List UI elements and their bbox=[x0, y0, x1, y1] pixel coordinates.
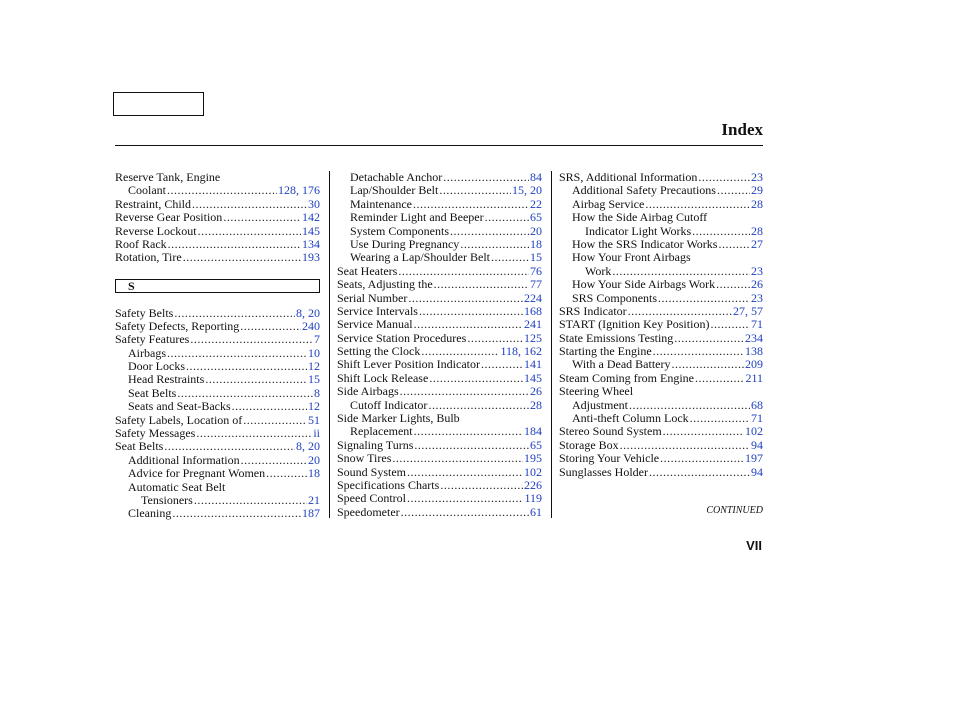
dot-leader bbox=[400, 385, 529, 398]
page-reference-link[interactable]: 145 bbox=[524, 370, 542, 385]
dot-leader bbox=[408, 292, 523, 305]
index-entry bbox=[115, 171, 320, 184]
dot-leader bbox=[192, 198, 307, 211]
index-entry bbox=[559, 439, 763, 452]
index-entry-label: SRS, Additional Information bbox=[559, 170, 698, 184]
dot-leader bbox=[428, 399, 529, 412]
dot-leader bbox=[692, 225, 750, 238]
dot-leader bbox=[481, 358, 523, 371]
index-entry-label: Seats and Seat-Backs bbox=[128, 399, 231, 414]
index-entry-label: Seat Belts bbox=[128, 385, 177, 400]
index-entry bbox=[559, 225, 763, 238]
index-entry-label: Replacement bbox=[350, 424, 413, 439]
page-reference-link[interactable]: 102 bbox=[745, 424, 763, 439]
index-entry bbox=[115, 211, 320, 224]
index-entry-label: Safety Messages bbox=[115, 426, 196, 441]
index-entry bbox=[337, 358, 542, 371]
dot-leader bbox=[190, 333, 313, 346]
page-reference-link[interactable]: 18 bbox=[530, 236, 542, 251]
index-entry bbox=[337, 399, 542, 412]
index-entry bbox=[337, 238, 542, 251]
page-reference-link[interactable]: 15 bbox=[530, 250, 542, 265]
index-entry bbox=[337, 211, 542, 224]
dot-leader bbox=[671, 358, 744, 371]
page-reference-link[interactable]: 119 bbox=[524, 491, 542, 506]
dot-leader bbox=[407, 466, 523, 479]
page-reference-link[interactable]: 23 bbox=[751, 263, 763, 278]
dot-leader bbox=[177, 387, 313, 400]
dot-leader bbox=[649, 466, 750, 479]
page-reference-link[interactable]: 234 bbox=[745, 330, 763, 345]
index-entry-label: Side Airbags bbox=[337, 384, 399, 399]
index-entry bbox=[115, 507, 320, 520]
index-entry bbox=[559, 265, 763, 278]
page-reference-link[interactable]: 168 bbox=[524, 303, 542, 318]
index-entry bbox=[337, 479, 542, 492]
dot-leader bbox=[450, 225, 529, 238]
index-entry-label: How Your Front Airbags bbox=[572, 250, 691, 265]
dot-leader bbox=[716, 278, 750, 291]
index-entry bbox=[337, 184, 542, 197]
page-reference-link[interactable]: 8, 20 bbox=[296, 439, 320, 454]
page-reference-link[interactable]: 145 bbox=[302, 223, 320, 238]
index-entry-label: Storing Your Vehicle bbox=[559, 451, 660, 466]
index-entry bbox=[115, 320, 320, 333]
index-entry-label: Shift Lock Release bbox=[337, 370, 429, 385]
index-entry bbox=[115, 427, 320, 440]
page-reference-link[interactable]: 142 bbox=[302, 210, 320, 225]
index-entry bbox=[337, 439, 542, 452]
dot-leader bbox=[266, 467, 307, 480]
dot-leader bbox=[429, 372, 523, 385]
index-entry-label: Side Marker Lights, Bulb bbox=[337, 411, 460, 426]
index-entry-label: Lap/Shoulder Belt bbox=[350, 183, 439, 198]
index-entry bbox=[337, 345, 542, 358]
index-column-2 bbox=[337, 171, 542, 519]
index-entry bbox=[115, 225, 320, 238]
page-reference-link[interactable]: 26 bbox=[530, 384, 542, 399]
index-entry bbox=[559, 184, 763, 197]
dot-leader bbox=[414, 425, 523, 438]
dot-leader bbox=[243, 414, 307, 427]
index-entry-label: Automatic Seat Belt bbox=[128, 479, 226, 494]
index-entry-label: State Emissions Testing bbox=[559, 330, 674, 345]
page-reference-link[interactable]: 138 bbox=[745, 344, 763, 359]
index-entry-label: Reserve Tank, Engine bbox=[115, 170, 221, 184]
index-entry bbox=[337, 278, 542, 291]
index-entry-label: Steering Wheel bbox=[559, 384, 634, 399]
page-reference-link[interactable]: 187 bbox=[302, 506, 320, 521]
dot-leader bbox=[392, 452, 523, 465]
dot-leader bbox=[183, 251, 301, 264]
index-entry bbox=[559, 318, 763, 331]
index-entry-label: Seat Heaters bbox=[337, 263, 398, 278]
dot-leader bbox=[434, 278, 529, 291]
index-entry bbox=[559, 251, 763, 264]
index-entry bbox=[115, 238, 320, 251]
index-entry bbox=[115, 198, 320, 211]
index-entry bbox=[115, 373, 320, 386]
index-entry-label: Coolant bbox=[128, 183, 166, 198]
page-reference-link[interactable]: 128, 176 bbox=[278, 183, 320, 198]
index-entry-label: Safety Defects, Reporting bbox=[115, 318, 240, 333]
page-reference-link[interactable]: 22 bbox=[530, 196, 542, 211]
index-entry-label: Adjustment bbox=[572, 397, 628, 412]
index-entry bbox=[337, 292, 542, 305]
index-entry-label: Cleaning bbox=[128, 506, 172, 521]
dot-leader bbox=[168, 238, 301, 251]
index-entry-label: Tensioners bbox=[141, 492, 193, 507]
page-reference-link[interactable]: 65 bbox=[530, 210, 542, 225]
dot-leader bbox=[196, 427, 312, 440]
dot-leader bbox=[690, 412, 750, 425]
page-reference-link[interactable]: 15, 20 bbox=[512, 183, 542, 198]
index-entry-label: Use During Pregnancy bbox=[350, 236, 460, 251]
index-entry-label: System Components bbox=[350, 223, 450, 238]
index-entry bbox=[559, 425, 763, 438]
index-entry-label: Specifications Charts bbox=[337, 477, 440, 492]
index-entry bbox=[337, 492, 542, 505]
page-reference-link[interactable]: 15 bbox=[308, 372, 320, 387]
index-entry-label: Additional Information bbox=[128, 452, 240, 467]
page-reference-link[interactable]: 184 bbox=[524, 424, 542, 439]
index-entry bbox=[337, 506, 542, 519]
dot-leader bbox=[645, 198, 750, 211]
dot-leader bbox=[414, 318, 523, 331]
index-entry bbox=[115, 454, 320, 467]
dot-leader bbox=[414, 439, 529, 452]
dot-leader bbox=[663, 425, 744, 438]
page-reference-link[interactable]: 141 bbox=[524, 357, 542, 372]
index-entry bbox=[559, 171, 763, 184]
index-entry-label: Detachable Anchor bbox=[350, 170, 443, 184]
index-entry bbox=[559, 305, 763, 318]
index-entry-label: Serial Number bbox=[337, 290, 408, 305]
index-entry bbox=[337, 425, 542, 438]
page-reference-link[interactable]: 71 bbox=[751, 317, 763, 332]
dot-leader bbox=[167, 184, 277, 197]
dot-leader bbox=[467, 332, 523, 345]
index-entry bbox=[337, 385, 542, 398]
index-entry bbox=[115, 387, 320, 400]
dot-leader bbox=[198, 225, 301, 238]
index-entry-label: How the SRS Indicator Works bbox=[572, 236, 718, 251]
index-entry-label: Work bbox=[585, 263, 612, 278]
index-entry-label: Sound System bbox=[337, 464, 407, 479]
page-reference-link[interactable]: 12 bbox=[308, 399, 320, 414]
index-entry-label: Rotation, Tire bbox=[115, 250, 182, 265]
index-entry-label: How Your Side Airbags Work bbox=[572, 277, 716, 292]
page-reference-link[interactable]: 10 bbox=[308, 345, 320, 360]
dot-leader bbox=[407, 492, 523, 505]
dot-leader bbox=[491, 251, 529, 264]
index-entry bbox=[337, 171, 542, 184]
index-entry bbox=[559, 412, 763, 425]
index-entry-label: Seats, Adjusting the bbox=[337, 277, 433, 292]
page-number: VII bbox=[746, 538, 762, 553]
index-entry-label: Airbag Service bbox=[572, 196, 645, 211]
index-entry-label: Storage Box bbox=[559, 437, 619, 452]
page-reference-link[interactable]: 211 bbox=[745, 370, 763, 385]
index-entry-label: Anti-theft Column Lock bbox=[572, 411, 689, 426]
page-reference-link[interactable]: 209 bbox=[745, 357, 763, 372]
dot-leader bbox=[419, 305, 523, 318]
index-entry bbox=[337, 466, 542, 479]
index-entry bbox=[559, 372, 763, 385]
index-entry-label: Door Locks bbox=[128, 359, 185, 374]
index-entry bbox=[115, 184, 320, 197]
index-entry bbox=[115, 333, 320, 346]
header-rule bbox=[115, 145, 763, 146]
dot-leader bbox=[232, 400, 307, 413]
page-reference-link[interactable]: 27, 57 bbox=[733, 303, 763, 318]
page-reference-link[interactable]: 23 bbox=[751, 290, 763, 305]
spacer bbox=[115, 293, 320, 306]
index-entry bbox=[337, 265, 542, 278]
index-entry bbox=[337, 318, 542, 331]
index-entry-label: Service Manual bbox=[337, 317, 413, 332]
dot-leader bbox=[205, 373, 307, 386]
page-reference-link[interactable]: 197 bbox=[745, 451, 763, 466]
index-entry-label: Additional Safety Precautions bbox=[572, 183, 716, 198]
index-entry-label: Head Restraints bbox=[128, 372, 205, 387]
index-entry-label: With a Dead Battery bbox=[572, 357, 671, 372]
dot-leader bbox=[194, 494, 307, 507]
index-entry-label: Safety Features bbox=[115, 332, 190, 347]
dot-leader bbox=[164, 440, 295, 453]
dot-leader bbox=[398, 265, 529, 278]
index-entry bbox=[559, 332, 763, 345]
index-entry-label: Shift Lever Position Indicator bbox=[337, 357, 480, 372]
index-entry-label: Snow Tires bbox=[337, 451, 392, 466]
page-reference-link[interactable]: 28 bbox=[751, 223, 763, 238]
page-reference-link[interactable]: 7 bbox=[314, 332, 320, 347]
dot-leader bbox=[658, 292, 750, 305]
index-entry-label: Signaling Turns bbox=[337, 437, 414, 452]
page-reference-link[interactable]: 226 bbox=[524, 477, 542, 492]
column-divider bbox=[551, 171, 552, 518]
index-entry-label: Speedometer bbox=[337, 504, 400, 519]
dot-leader bbox=[628, 305, 732, 318]
index-entry-label: Speed Control bbox=[337, 491, 406, 506]
page-reference-link[interactable]: 240 bbox=[302, 318, 320, 333]
page-reference-link[interactable]: 23 bbox=[751, 170, 763, 184]
page-title: Index bbox=[721, 120, 763, 139]
index-entry bbox=[337, 251, 542, 264]
index-entry-label: Advice for Pregnant Women bbox=[128, 466, 266, 481]
dot-leader bbox=[421, 345, 499, 358]
index-entry bbox=[559, 238, 763, 251]
index-entry-label: Seat Belts bbox=[115, 439, 164, 454]
index-entry bbox=[337, 225, 542, 238]
dot-leader bbox=[698, 171, 750, 184]
page-reference-link[interactable]: 241 bbox=[524, 317, 542, 332]
index-entry-label: Wearing a Lap/Shoulder Belt bbox=[350, 250, 490, 265]
index-entry bbox=[559, 345, 763, 358]
page-reference-link[interactable]: 8, 20 bbox=[296, 305, 320, 320]
dot-leader bbox=[695, 372, 744, 385]
page-reference-link[interactable]: 71 bbox=[751, 411, 763, 426]
continued-label: CONTINUED bbox=[706, 505, 763, 516]
page-reference-link[interactable]: ii bbox=[313, 426, 320, 441]
dot-leader bbox=[674, 332, 744, 345]
dot-leader bbox=[413, 198, 529, 211]
spacer bbox=[115, 265, 320, 278]
index-entry-label: Sunglasses Holder bbox=[559, 464, 648, 479]
dot-leader bbox=[172, 507, 301, 520]
page-reference-link[interactable]: 30 bbox=[308, 196, 320, 211]
dot-leader bbox=[401, 506, 529, 519]
index-entry bbox=[337, 305, 542, 318]
index-entry-label: SRS Components bbox=[572, 290, 658, 305]
index-entry-label: Safety Belts bbox=[115, 305, 174, 320]
index-entry bbox=[115, 307, 320, 320]
index-entry bbox=[559, 452, 763, 465]
index-entry-label: Cutoff Indicator bbox=[350, 397, 428, 412]
index-entry bbox=[559, 385, 763, 398]
section-tab-box bbox=[113, 92, 204, 116]
dot-leader bbox=[174, 307, 295, 320]
index-entry bbox=[559, 292, 763, 305]
index-entry bbox=[337, 332, 542, 345]
page-reference-link[interactable]: 21 bbox=[308, 492, 320, 507]
index-entry bbox=[115, 347, 320, 360]
page-reference-link[interactable]: 76 bbox=[530, 263, 542, 278]
section-letter-heading: S bbox=[115, 279, 320, 293]
index-entry bbox=[559, 211, 763, 224]
index-entry bbox=[115, 251, 320, 264]
page-reference-link[interactable]: 26 bbox=[751, 277, 763, 292]
index-entry bbox=[115, 360, 320, 373]
page-reference-link[interactable]: 8 bbox=[314, 385, 320, 400]
dot-leader bbox=[460, 238, 529, 251]
dot-leader bbox=[241, 454, 307, 467]
index-column-3 bbox=[559, 171, 763, 479]
index-entry-label: Setting the Clock bbox=[337, 344, 421, 359]
dot-leader bbox=[223, 211, 301, 224]
index-entry-label: Roof Rack bbox=[115, 236, 167, 251]
index-entry bbox=[337, 452, 542, 465]
index-entry bbox=[559, 399, 763, 412]
index-entry-label: Stereo Sound System bbox=[559, 424, 662, 439]
index-entry-label: Indicator Light Works bbox=[585, 223, 692, 238]
index-entry bbox=[559, 278, 763, 291]
dot-leader bbox=[440, 479, 523, 492]
index-entry bbox=[115, 414, 320, 427]
page-reference-link[interactable]: 77 bbox=[530, 277, 542, 292]
index-entry-label: Reverse Gear Position bbox=[115, 210, 223, 225]
page-reference-link[interactable]: 29 bbox=[751, 183, 763, 198]
dot-leader bbox=[167, 347, 307, 360]
page-reference-link[interactable]: 12 bbox=[308, 359, 320, 374]
page-reference-link[interactable]: 18 bbox=[308, 466, 320, 481]
page-reference-link[interactable]: 65 bbox=[530, 437, 542, 452]
dot-leader bbox=[240, 320, 301, 333]
page-reference-link[interactable]: 20 bbox=[308, 452, 320, 467]
index-entry-label: Service Intervals bbox=[337, 303, 418, 318]
dot-leader bbox=[485, 211, 529, 224]
dot-leader bbox=[660, 452, 744, 465]
index-entry-label: SRS Indicator bbox=[559, 303, 627, 318]
index-entry bbox=[559, 198, 763, 211]
index-entry-label: Airbags bbox=[128, 345, 166, 360]
dot-leader bbox=[620, 439, 750, 452]
page-reference-link[interactable]: 125 bbox=[524, 330, 542, 345]
page-reference-link[interactable]: 94 bbox=[751, 464, 763, 479]
page-reference-link[interactable]: 224 bbox=[524, 290, 542, 305]
page-reference-link[interactable]: 27 bbox=[751, 236, 763, 251]
index-entry-label: START (Ignition Key Position) bbox=[559, 317, 710, 332]
index-entry bbox=[115, 400, 320, 413]
index-entry-label: Safety Labels, Location of bbox=[115, 412, 243, 427]
index-entry bbox=[115, 467, 320, 480]
dot-leader bbox=[612, 265, 750, 278]
dot-leader bbox=[718, 238, 750, 251]
index-entry-label: Service Station Procedures bbox=[337, 330, 467, 345]
dot-leader bbox=[717, 184, 750, 197]
index-entry-label: Restraint, Child bbox=[115, 196, 191, 211]
page-reference-link[interactable]: 51 bbox=[308, 412, 320, 427]
page-reference-link[interactable]: 134 bbox=[302, 236, 320, 251]
dot-leader bbox=[629, 399, 750, 412]
index-entry bbox=[337, 372, 542, 385]
page-reference-link[interactable]: 28 bbox=[751, 196, 763, 211]
page-reference-link[interactable]: 94 bbox=[751, 437, 763, 452]
page-reference-link[interactable]: 20 bbox=[530, 223, 542, 238]
page-reference-link[interactable]: 68 bbox=[751, 397, 763, 412]
page-reference-link[interactable]: 193 bbox=[302, 250, 320, 265]
index-entry bbox=[115, 481, 320, 494]
column-divider bbox=[329, 171, 330, 518]
index-entry bbox=[337, 412, 542, 425]
index-entry-label: Reverse Lockout bbox=[115, 223, 197, 238]
dot-leader bbox=[439, 184, 511, 197]
page-reference-link[interactable]: 84 bbox=[530, 170, 542, 184]
index-entry bbox=[559, 466, 763, 479]
dot-leader bbox=[186, 360, 307, 373]
index-entry-label: Steam Coming from Engine bbox=[559, 370, 694, 385]
page-reference-link[interactable]: 195 bbox=[524, 451, 542, 466]
index-entry-label: Maintenance bbox=[350, 196, 412, 211]
page-reference-link[interactable]: 102 bbox=[524, 464, 542, 479]
dot-leader bbox=[443, 171, 529, 184]
index-entry bbox=[559, 358, 763, 371]
dot-leader bbox=[710, 318, 750, 331]
index-column-1 bbox=[115, 171, 320, 521]
page-reference-link[interactable]: 118, 162 bbox=[500, 344, 542, 359]
index-entry bbox=[115, 494, 320, 507]
dot-leader bbox=[653, 345, 744, 358]
index-entry bbox=[337, 198, 542, 211]
index-entry-label: How the Side Airbag Cutoff bbox=[572, 210, 708, 225]
index-entry bbox=[115, 440, 320, 453]
index-entry-label: Reminder Light and Beeper bbox=[350, 210, 484, 225]
page-reference-link[interactable]: 61 bbox=[530, 504, 542, 519]
index-entry-label: Starting the Engine bbox=[559, 344, 652, 359]
page-reference-link[interactable]: 28 bbox=[530, 397, 542, 412]
